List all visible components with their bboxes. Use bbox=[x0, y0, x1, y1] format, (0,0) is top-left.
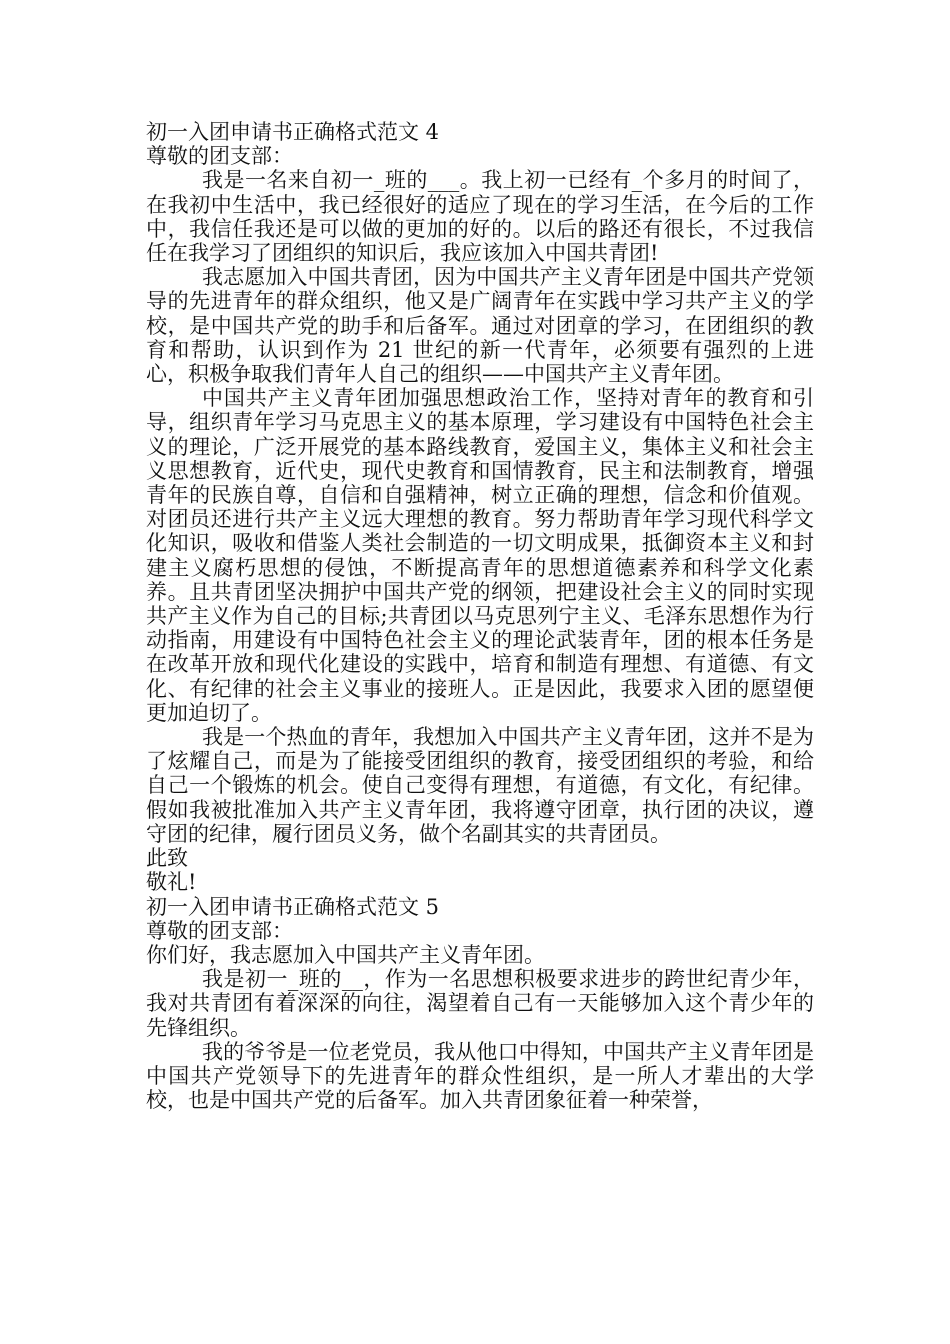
salutation: 尊敬的团支部： bbox=[146, 144, 293, 169]
body-paragraph: 我是一名来自初一_班的___。我上初一已经有_个多月的时间了，在我初中生活中，我已经很好的适应了现在的学习生活，在今后的工作中，我信任我还是可以做的更加的好的。以后的路还有很长，不过我信任在我学习了团组织的知识后，我应该加入中国共青团! bbox=[146, 168, 814, 266]
closing-line: 敬礼! bbox=[146, 870, 197, 895]
body-paragraph: 中国共产主义青年团加强思想政治工作，坚持对青年的教育和引导，组织青年学习马克思主义的基本原理，学习建设有中国特色社会主义的理论，广泛开展党的基本路线教育，爱国主义，集体主义和社会主义思想教育，近代史，现代史教育和国情教育，民主和法制教育，增强青年的民族自尊，自信和自强精神，树立正确的理想，信念和价值观。对团员还进行共产主义远大理想的教育。努力帮助青年学习现代科学文化知识，吸收和借鉴人类社会制造的一切文明成果，抵御资本主义和封建主义腐朽思想的侵蚀，不断提高青年的思想道德素养和科学文化素养。且共青团坚决拥护中国共产党的纲领，把建设社会主义的同时实现共产主义作为自己的目标;共青团以马克思列宁主义、毛泽东思想作为行动指南，用建设有中国特色社会主义的理论武装青年，团的根本任务是在改革开放和现代化建设的实践中，培育和制造有理想、有道德、有文化、有纪律的社会主义事业的接班人。正是因此，我要求入团的愿望便更加迫切了。 bbox=[146, 386, 814, 725]
body-paragraph: 我志愿加入中国共青团，因为中国共产主义青年团是中国共产党领导的先进青年的群众组织，他又是广阔青年在实践中学习共产主义的学校，是中国共产党的助手和后备军。通过对团章的学习，在团组织的教育和帮助，认识到作为 21 世纪的新一代青年，必须要有强烈的上进心，积极争取我们青年人自己的组织——中国共产主义青年团。 bbox=[146, 265, 814, 387]
section-title: 初一入团申请书正确格式范文 4 bbox=[146, 120, 440, 144]
closing-line: 此致 bbox=[146, 846, 188, 871]
section-title: 初一入团申请书正确格式范文 5 bbox=[146, 894, 440, 919]
salutation: 尊敬的团支部： bbox=[146, 918, 293, 943]
body-paragraph: 我的爷爷是一位老党员，我从他口中得知，中国共产主义青年团是中国共产党领导下的先进青年的群众性组织，是一所人才辈出的大学校，也是中国共产党的后备军。加入共青团象征着一种荣誉， bbox=[146, 1039, 814, 1113]
document-body bbox=[146, 120, 814, 1112]
body-paragraph: 我是一个热血的青年，我想加入中国共产主义青年团，这并不是为了炫耀自己，而是为了能接受团组织的教育，接受团组织的考验，和给自己一个锻炼的机会。使自己变得有理想，有道德，有文化，有纪律。假如我被批准加入共产主义青年团，我将遵守团章，执行团的决议，遵守团的纪律，履行团员义务，做个名副其实的共青团员。 bbox=[146, 725, 814, 846]
body-paragraph: 我是初一_班的__，作为一名思想积极要求进步的跨世纪青少年，我对共青团有着深深的向往，渴望着自己有一天能够加入这个青少年的先锋组织。 bbox=[146, 967, 814, 1040]
greeting-line: 你们好，我志愿加入中国共产主义青年团。 bbox=[146, 942, 545, 967]
